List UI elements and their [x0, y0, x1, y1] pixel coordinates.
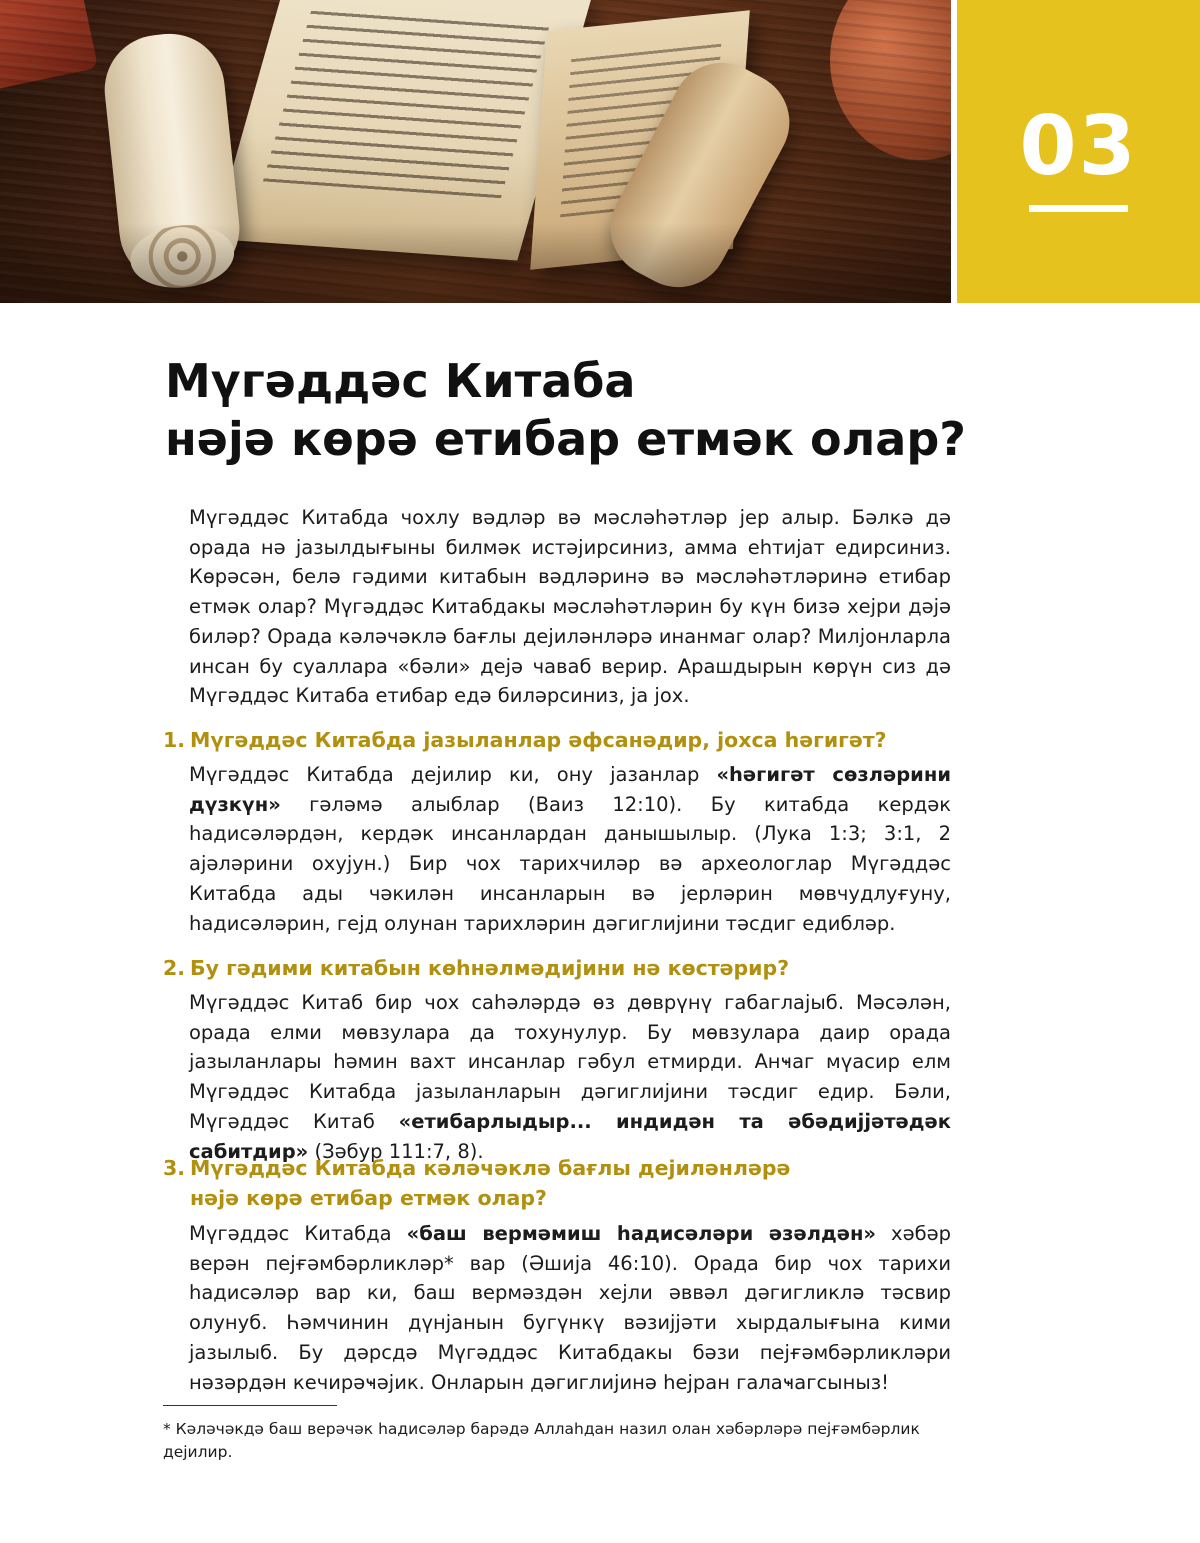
- section-2-heading: [163, 954, 963, 984]
- section-1-quote: «һәгигәт сөзләрини дүзкүн»: [189, 763, 951, 816]
- chapter-badge: [957, 0, 1200, 303]
- section-3-quote: «баш вермәмиш һадисәләри әзәлдән»: [406, 1222, 877, 1245]
- section-3-number: 3.: [163, 1156, 186, 1180]
- section-1-text-after: гәләмә алыблар (Ваиз 12:10). Бу китабда кердәк һадисәләрдән, кердәк инсанлардан данышылыр. (Лука 1:3; 3:1, 2 ајәләрини охујун.) Бир чох тарихчиләр вә археологлар Мүгәддәс Китабда ады чәкилән инсанларын вә јерләрин мөвчудлуғуну, һадисәләрин, гејд олунан тарихләрин дәгиглијини тәсдиг едибләр.: [189, 792, 951, 935]
- chapter-underline: [1029, 205, 1128, 212]
- section-3-text-after: хәбәр верән пејғәмбәрликләр* вар (Әшија 46:10). Орада бир чох тарихи һадисәләр вар ки, баш вермәздән хејли әввәл дәгигликлә тәсвир олунуб. Һәмчинин дүнјанын бугүнкү вәзијјәти хырдалығына кими јазылыб. Бу дәрсдә Мүгәддәс Китабдакы бәзи пејғәмбәрликләри нәзәрдән кечирәҹәјик. Онларын дәгиглијинә һејран галаҹагсыныз!: [189, 1222, 951, 1394]
- section-1-paragraph: [189, 760, 951, 938]
- footnote-divider: [163, 1405, 337, 1406]
- page-title-line-2: нәјә көрә етибар етмәк олар?: [165, 412, 966, 466]
- footnote: * Кәләчәкдә баш верәчәк һадисәләр барәдә Аллаһдан назил олан хәбәрләрә пејғәмбәрлик дејилир.: [163, 1420, 920, 1461]
- section-3-text-before: Мүгәддәс Китабда: [189, 1222, 407, 1245]
- section-3-heading: [163, 1154, 963, 1213]
- intro-paragraph: Мүгәддәс Китабда чохлу вәдләр вә мәсләһәтләр јер алыр. Бәлкә дә орада нә јазылдығыны билмәк истәјирсиниз, амма еһтијат едирсиниз. Көрәсән, белә гәдими китабын вәдләринә вә мәсләһәтләринә етибар етмәк олар? Мүгәддәс Китабдакы мәсләһәтләрин бу күн бизә хејри дәјә биләр? Орада кәләчәклә бағлы дејиләнләрә инанмаг олар? Милјонларла инсан бу суаллара «бәли» дејә чаваб верир. Арашдырын көрүн сиз дә Мүгәддәс Китаба етибар едә биләрсиниз, ја јох.: [189, 506, 951, 708]
- section-2-text-after: (Зәбур 111:7, 8).: [308, 1139, 484, 1163]
- section-3-heading-line-2: нәјә көрә етибар етмәк олар?: [190, 1185, 547, 1210]
- section-3-heading-text: Мүгәддәс Китабда кәләчәклә бағлы дејиләнләрә: [190, 1156, 791, 1180]
- section-3-paragraph: [189, 1219, 951, 1397]
- section-1-number: 1.: [163, 728, 186, 752]
- section-2-paragraph: [189, 988, 951, 1166]
- section-1-heading-text: Мүгәддәс Китабда јазыланлар әфсанәдир, јохса һәгигәт?: [190, 728, 887, 752]
- table-shadow: [0, 223, 951, 303]
- section-1-text-before: Мүгәддәс Китабда дејилир ки, ону јазанлар: [189, 763, 717, 786]
- page-title: [165, 352, 1065, 468]
- header-image: [0, 0, 951, 303]
- section-1-heading: [163, 726, 963, 756]
- section-2-quote: «етибарлыдыр... индидән та әбәдијјәтәдәк сабитдир»: [189, 1109, 951, 1163]
- section-2-text-before: Мүгәддәс Китаб бир чох саһәләрдә өз дөврүнү габаглајыб. Мәсәлән, орада елми мөвзулара да тохунулур. Бу мөвзулара даир орада јазыланлары һәмин вахт инсанлар гәбул етмирди. Анҹаг мүасир елм Мүгәддәс Китабда јазыланларын дәгиглијини тәсдиг едир. Бәли, Мүгәддәс Китаб: [189, 991, 951, 1133]
- section-2-number: 2.: [163, 956, 186, 980]
- section-2-heading-text: Бу гәдими китабын көһнәлмәдијини нә көстәрир?: [190, 956, 790, 980]
- chapter-number: 03: [1019, 99, 1138, 194]
- page-title-line-1: Мүгәддәс Китаба: [165, 354, 636, 408]
